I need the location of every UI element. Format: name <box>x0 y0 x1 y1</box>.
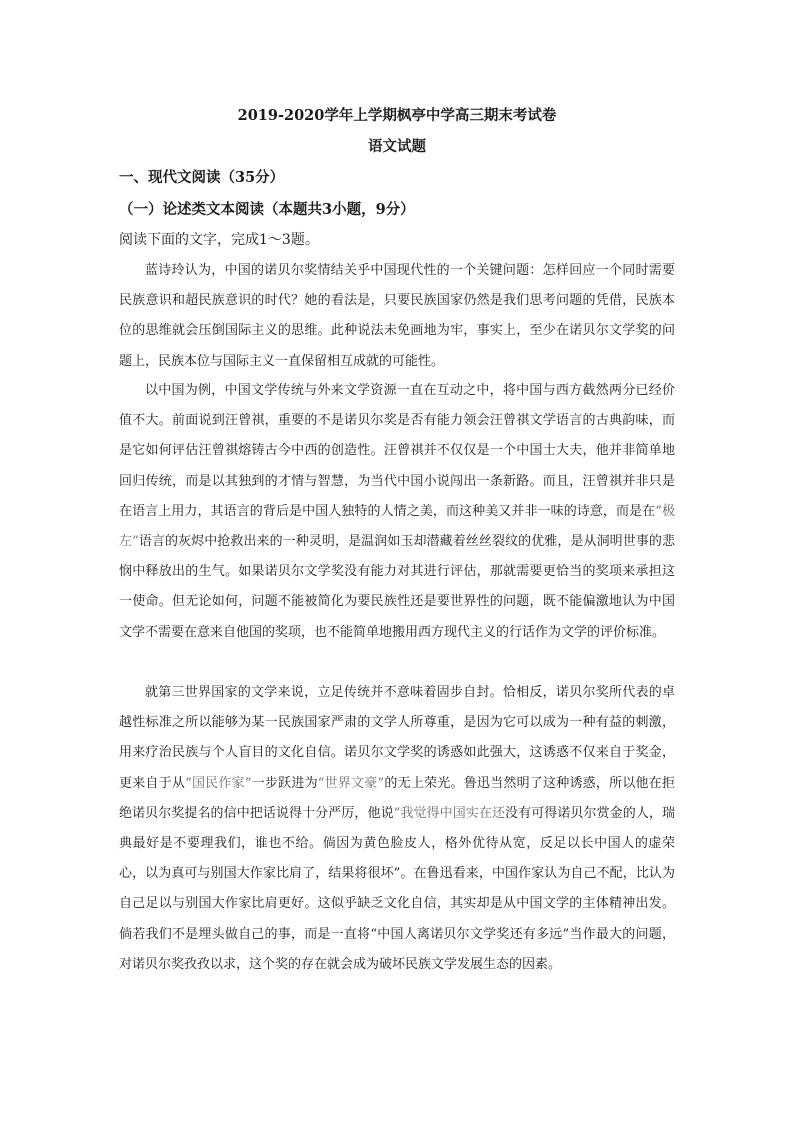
exam-subtitle: 语文试题 <box>368 138 426 155</box>
passage-paragraph-3 <box>119 678 675 980</box>
paragraph-3-text-c: 的无上荣光。鲁迅当然明了这种诱惑，所以他在拒绝诺贝尔奖提名的信中把话说得十分严厉，他说 <box>119 775 675 821</box>
paragraph-2-text-a: 以中国为例，中国文学传统与外来文学资源一直在互动之中，将中国与西方截然两分已经价值不大。前面说到汪曾祺，重要的不是诺贝尔奖是否有能力领会汪曾祺文学语言的古典韵味，而是它如何评估汪曾祺熔铸古今中西的创造性。汪曾祺并不仅仅是一个中国士大夫，他并非简单地回归传统，而是以其独到的才情与智慧，为当代中国小说闯出一条新路。而且，汪曾祺并非只是在语言上用力，其语言的背后是中国人独特的人情之美，而这种美又并非一味的诗意，而是在 <box>119 383 675 519</box>
passage-paragraph-1 <box>119 256 675 377</box>
paragraph-3-quote-3: “我觉得中国实在还 <box>393 805 506 821</box>
paragraph-2-text-b: 语言的灰烬中抢救出来的一种灵明，是温润如玉却潜藏着丝丝裂纹的优雅，是从洞明世事的悲悯中释放出的生气。如果诺贝尔文学奖没有能力对其进行评估，那就需要更恰当的奖项来承担这一使命。但无论如何，问题不能被简化为要民族性还是要世界性的问题，既不能偏激地认为中国文学不需要在意来自他国的奖项，也不能简单地搬用西方现代主义的行话作为文学的评价标准。 <box>119 534 675 640</box>
exam-title: 2019-2020学年上学期枫亭中学高三期末考试卷 <box>237 107 557 124</box>
paragraph-1-text: 蓝诗玲认为，中国的诺贝尔奖情结关乎中国现代性的一个关键问题：怎样回应一个同时需要民族意识和超民族意识的时代？她的看法是，只要民族国家仍然是我们思考问题的凭借，民族本位的思维就会压倒国际主义的思维。此种说法未免画地为牢，事实上，至少在诺贝尔文学奖的问题上，民族本位与国际主义一直保留相互成就的可能性。 <box>119 263 675 369</box>
paragraph-3-text-b: 一步跃进为 <box>251 775 318 791</box>
passage-paragraph-2 <box>119 376 675 648</box>
paragraph-2-quote: “极左” <box>119 503 675 550</box>
paragraph-3-text-a: 就第三世界国家的文学来说，立足传统并不意味着固步自封。恰相反，诺贝尔奖所代表的卓越性标准之所以能够为某一民族国家严肃的文学人所尊重，是因为它可以成为一种有益的刺激，用来疗治民族与个人盲目的文化自信。诺贝尔文学奖的诱惑如此强大，这诱惑不仅来自于奖金，更来自于从 <box>119 685 675 791</box>
reading-instruction: 阅读下面的文字，完成1～3题。 <box>119 232 319 248</box>
subsection-heading: （一）论述类文本阅读（本题共3小题，9分） <box>119 201 415 218</box>
paragraph-3-quote-1: “国民作家” <box>185 775 252 791</box>
paragraph-3-text-d: 没有可得诺贝尔赏金的人，瑞典最好是不要理我们，谁也不给。倘因为黄色脸皮人，格外优待从宽，反足以长中国人的虚荣心，以为真可与别国大作家比肩了，结果将很坏”。在鲁迅看来，中国作家认为自己不配，比认为自己足以与别国大作家比肩更好。这似乎缺乏文化自信，其实却是从中国文学的主体精神出发。倘若我们不是埋头做自己的事，而是一直将“中国人离诺贝尔文学奖还有多远”当作最大的问题，对诺贝尔奖孜孜以求，这个奖的存在就会成为破坏民族文学发展生态的因素。 <box>119 805 675 972</box>
paragraph-3-quote-2: “世界文豪” <box>317 775 385 791</box>
section-heading: 一、现代文阅读（35分） <box>119 169 285 186</box>
